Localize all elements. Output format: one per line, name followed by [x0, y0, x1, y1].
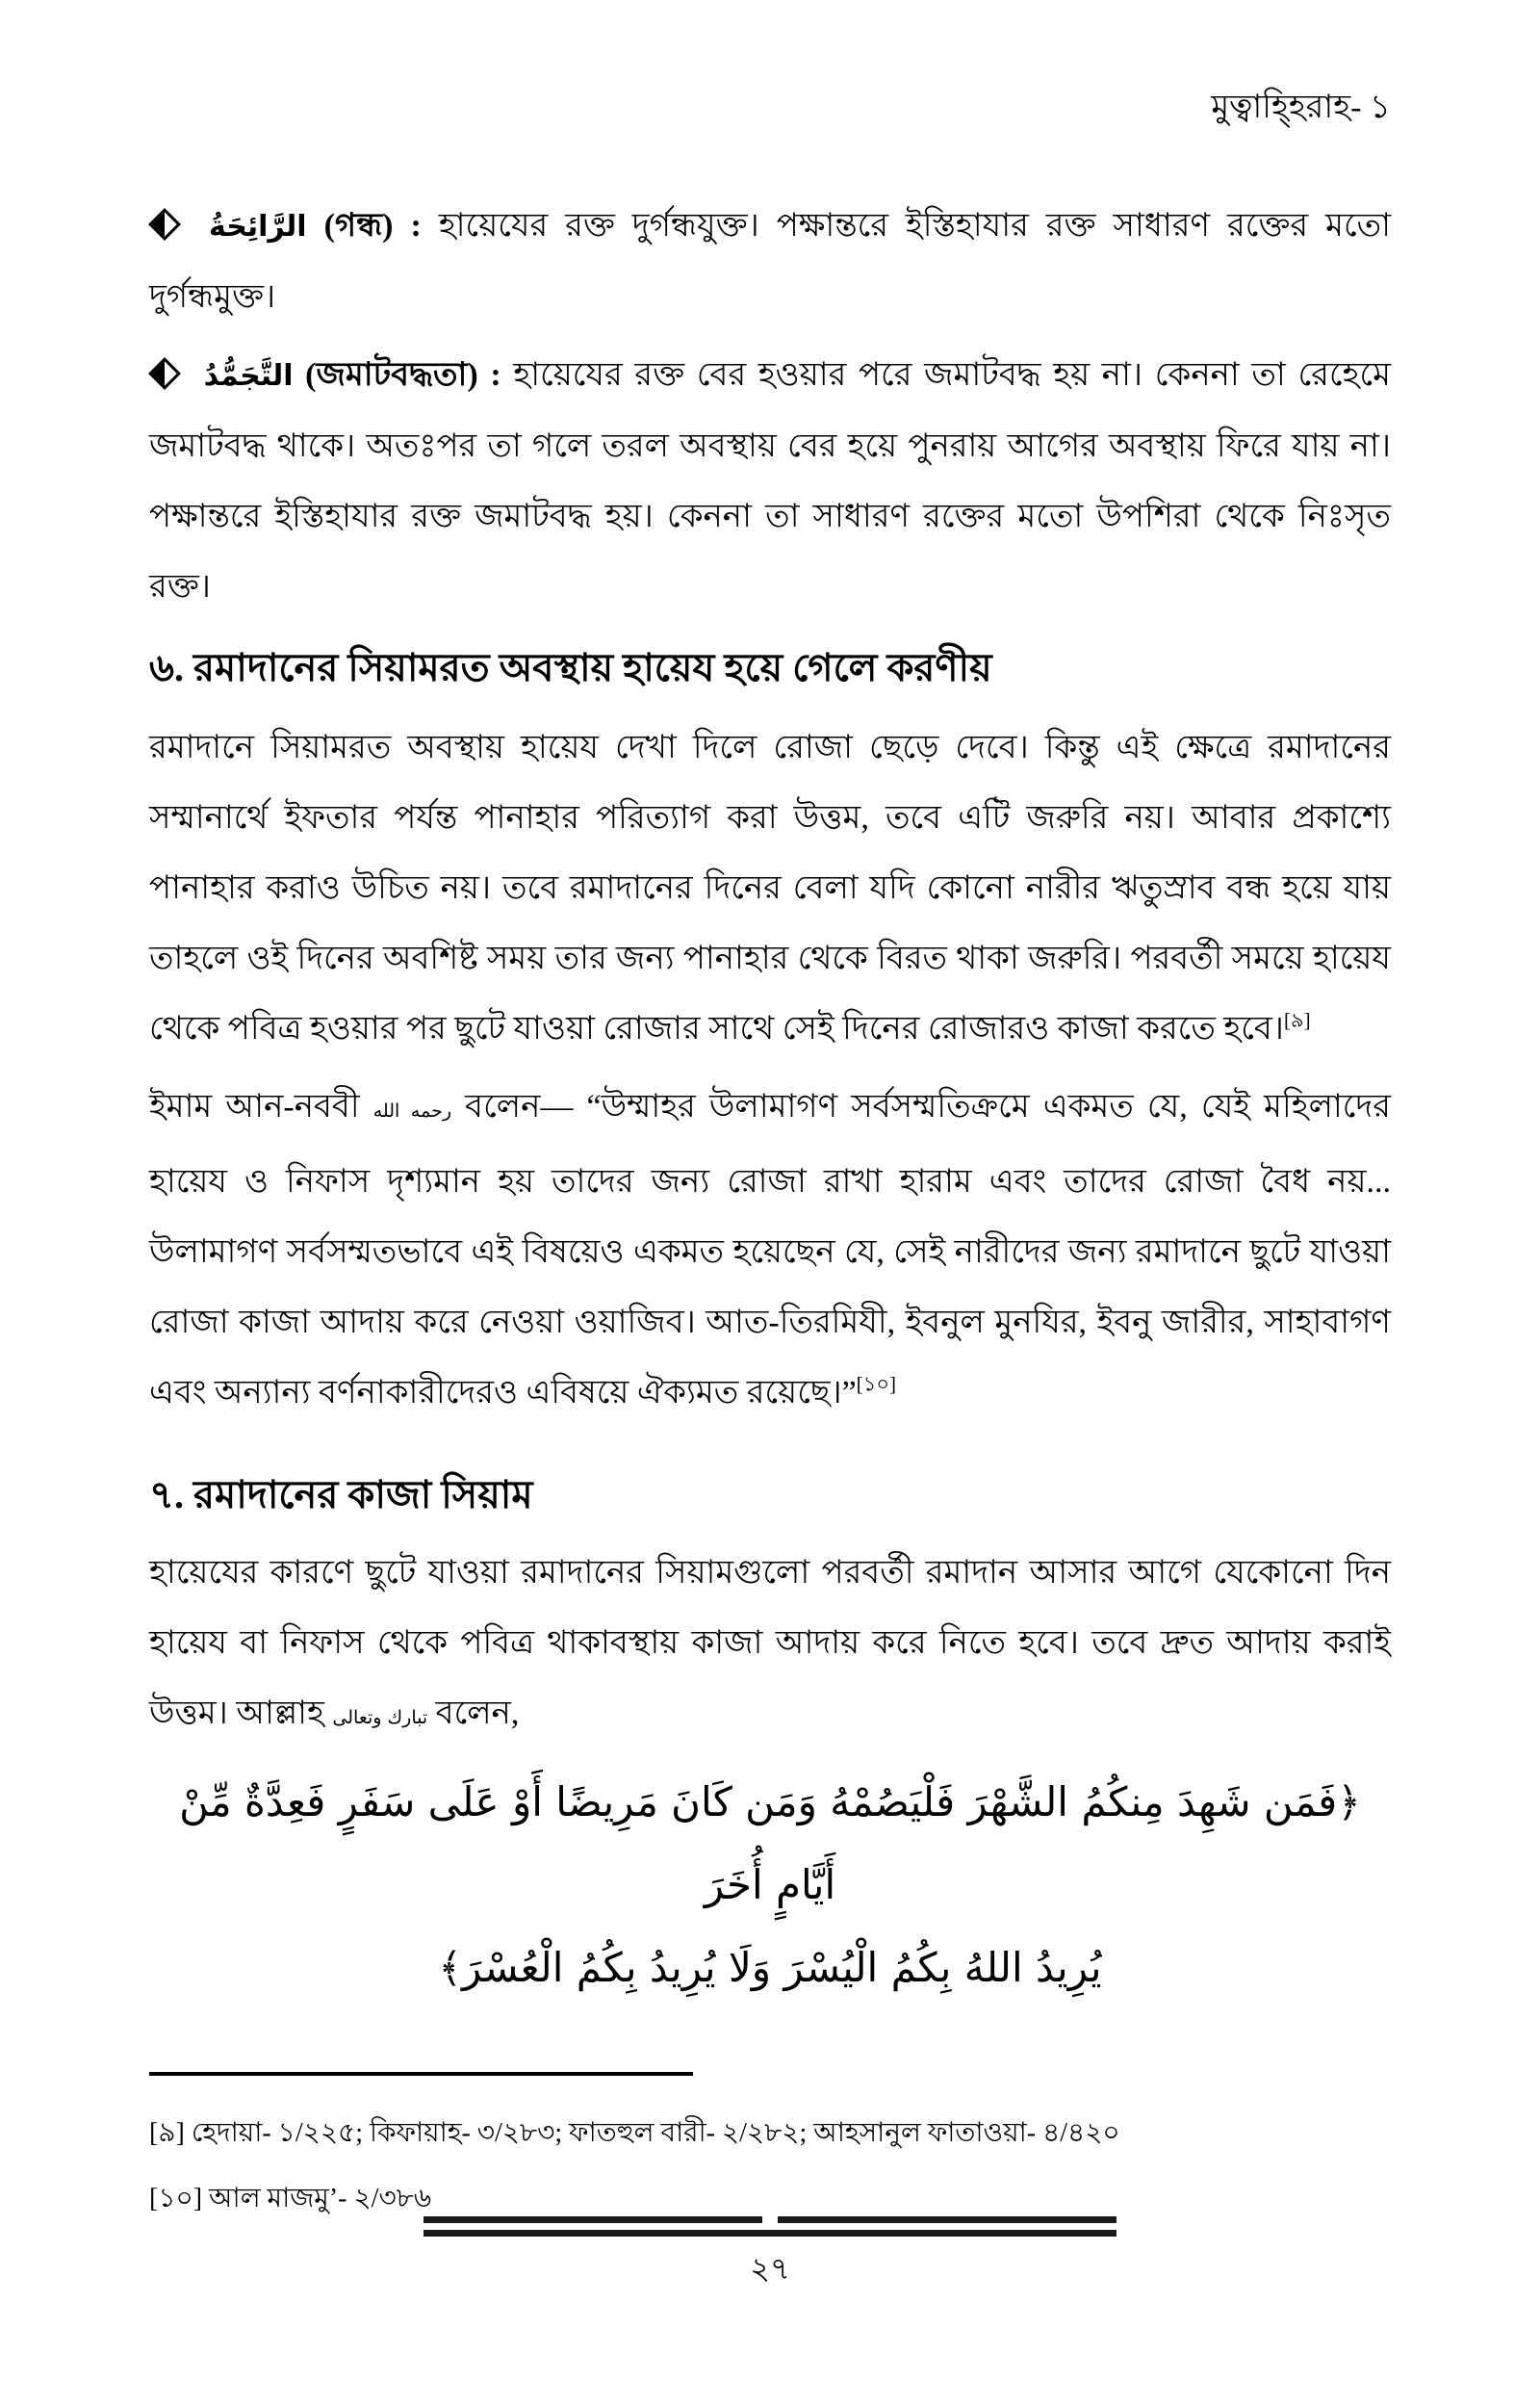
- footer-ornament-top-right-segment: [778, 2216, 1116, 2223]
- section-6-paragraph-1-text: রমাদানে সিয়ামরত অবস্থায় হায়েয দেখা দিলে রোজা ছেড়ে দেবে। কিন্তু এই ক্ষেত্রে রমাদানের সম্মানার্থে ইফতার পর্যন্ত পানাহার পরিত্যাগ করা উত্তম, তবে এটি জরুরি নয়। আবার প্রকাশ্যে পানাহার করাও উচিত নয়। তবে রমাদানের দিনের বেলা যদি কোনো নারীর ঋতুস্রাব বন্ধ হয়ে যায় তাহলে ওই দিনের অবশিষ্ট সময় তার জন্য পানাহার থেকে বিরত থাকা জরুরি। পরবর্তী সময়ে হায়েয থেকে পবিত্র হওয়ার পর ছুটে যাওয়া রোজার সাথে সেই দিনের রোজারও কাজা করতে হবে।: [149, 730, 1391, 1047]
- quran-verse-line-1: ﴿فَمَن شَهِدَ مِنكُمُ الشَّهْرَ فَلْيَصُمْهُ وَمَن كَانَ مَرِيضًا أَوْ عَلَى سَفَرٍ فَعِدَّةٌ مِّنْ أَيَّامٍ أُخَرَ: [179, 1778, 1361, 1908]
- half-diamond-bullet-icon: [148, 357, 181, 390]
- section-7-paragraph: [149, 1538, 1391, 1753]
- quran-verse-line-2: يُرِيدُ اللهُ بِكُمُ الْيُسْرَ وَلَا يُرِيدُ بِكُمُ الْعُسْرَ﴾: [438, 1944, 1102, 1991]
- section-7-paragraph-text-after: বলেন,: [435, 1695, 520, 1731]
- section-6-heading: ৬. রমাদানের সিয়ামরত অবস্থায় হায়েয হয়ে গেলে করণীয়: [149, 646, 992, 689]
- section-6-paragraph-2-lead: ইমাম আন-নববী: [149, 1089, 360, 1125]
- section-7-heading: ৭. রমাদানের কাজা সিয়াম: [149, 1473, 533, 1516]
- footer-ornament-top-left-segment: [424, 2216, 762, 2223]
- footnote-9-text: হেদায়া- ১/২২৫; কিফায়াহ- ৩/২৮৩; ফাতহুল বারী- ২/২৮২; আহসানুল ফাতাওয়া- ৪/৪২০: [191, 2118, 1120, 2148]
- footnote-10-text: আল মাজমু’- ২/৩৮৬: [209, 2184, 432, 2213]
- footer-ornament-bottom-line: [424, 2230, 1116, 2237]
- rahimahullah-calligraphy-icon: رحمه الله: [372, 1100, 452, 1122]
- term-gloss-smell: (গন্ধ) :: [323, 208, 422, 244]
- section-7-paragraph-text: হায়েযের কারণে ছুটে যাওয়া রমাদানের সিয়ামগুলো পরবর্তী রমাদান আসার আগে যেকোনো দিন হায়েয বা নিফাস থেকে পবিত্র থাকাবস্থায় কাজা আদায় করে নিতে হবে। তবে দ্রুত আদায় করাই উত্তম। আল্লাহ: [149, 1555, 1391, 1731]
- footnote-ref-10: [১০]: [856, 1372, 896, 1396]
- bullet-text-smell: হায়েযের রক্ত দুর্গন্ধযুক্ত। পক্ষান্তরে ইস্তিহাযার রক্ত সাধারণ রক্তের মতো দুর্গন্ধমুক্ত।: [149, 208, 1392, 315]
- footnote-10-marker: [১০]: [149, 2184, 203, 2213]
- footer-ornament-top-line: [424, 2216, 1116, 2223]
- footnote-9-marker: [৯]: [149, 2118, 185, 2148]
- running-header-title: মুত্বাহ্হিরাহ- ১: [1211, 90, 1391, 125]
- bullet-paragraph-smell: [149, 191, 1391, 332]
- footnote-separator-rule: [149, 2072, 693, 2076]
- section-6-paragraph-1: [149, 712, 1391, 1064]
- footnote-ref-9: [৯]: [1283, 1008, 1311, 1032]
- bullet-text-coagulation: হায়েযের রক্ত বের হওয়ার পরে জমাটবদ্ধ হয় না। কেননা তা রেহেমে জমাটবদ্ধ থাকে। অতঃপর তা গলে তরল অবস্থায় বের হয়ে পুনরায় আগের অবস্থায় ফিরে যায় না। পক্ষান্তরে ইস্তিহাযার রক্ত জমাটবদ্ধ হয়। কেননা তা সাধারণ রক্তের মতো উপশিরা থেকে নিঃসৃত রক্ত।: [149, 357, 1392, 605]
- section-6-paragraph-2: [149, 1072, 1391, 1428]
- page-number: ২৭: [750, 2251, 790, 2286]
- running-header: [149, 87, 1391, 129]
- arabic-term-smell: الرَّائِحَةُ: [209, 210, 307, 244]
- bullet-paragraph-coagulation: [149, 340, 1391, 622]
- quran-verse: [149, 1761, 1391, 2009]
- half-diamond-bullet-icon: [148, 208, 181, 241]
- footer-ornament-rule: [424, 2216, 1116, 2237]
- footnotes-block: [149, 2072, 1391, 2232]
- footnote-9: [149, 2101, 1391, 2166]
- tabaraka-wa-taala-calligraphy-icon: تبارك وتعالى: [332, 1707, 428, 1728]
- section-6-paragraph-2-text: বলেন— “উম্মাহর উলামাগণ সর্বসম্মতিক্রমে একমত যে, যেই মহিলাদের হায়েয ও নিফাস দৃশ্যমান হয় তাদের জন্য রোজা রাখা হারাম এবং তাদের রোজা বৈধ নয়... উলামাগণ সর্বসম্মতভাবে এই বিষয়েও একমত হয়েছেন যে, সেই নারীদের জন্য রমাদানে ছুটে যাওয়া রোজা কাজা আদায় করে নেওয়া ওয়াজিব। আত-তিরমিযী, ইবনুল মুনযির, ইবনু জারীর, সাহাবাগণ এবং অন্যান্য বর্ণনাকারীদেরও এবিষয়ে ঐক্যমত রয়েছে।”: [149, 1089, 1391, 1410]
- arabic-term-coagulation: التَّجَمُّدُ: [203, 359, 294, 393]
- term-gloss-coagulation: (জমাটবদ্ধতা) :: [305, 357, 501, 393]
